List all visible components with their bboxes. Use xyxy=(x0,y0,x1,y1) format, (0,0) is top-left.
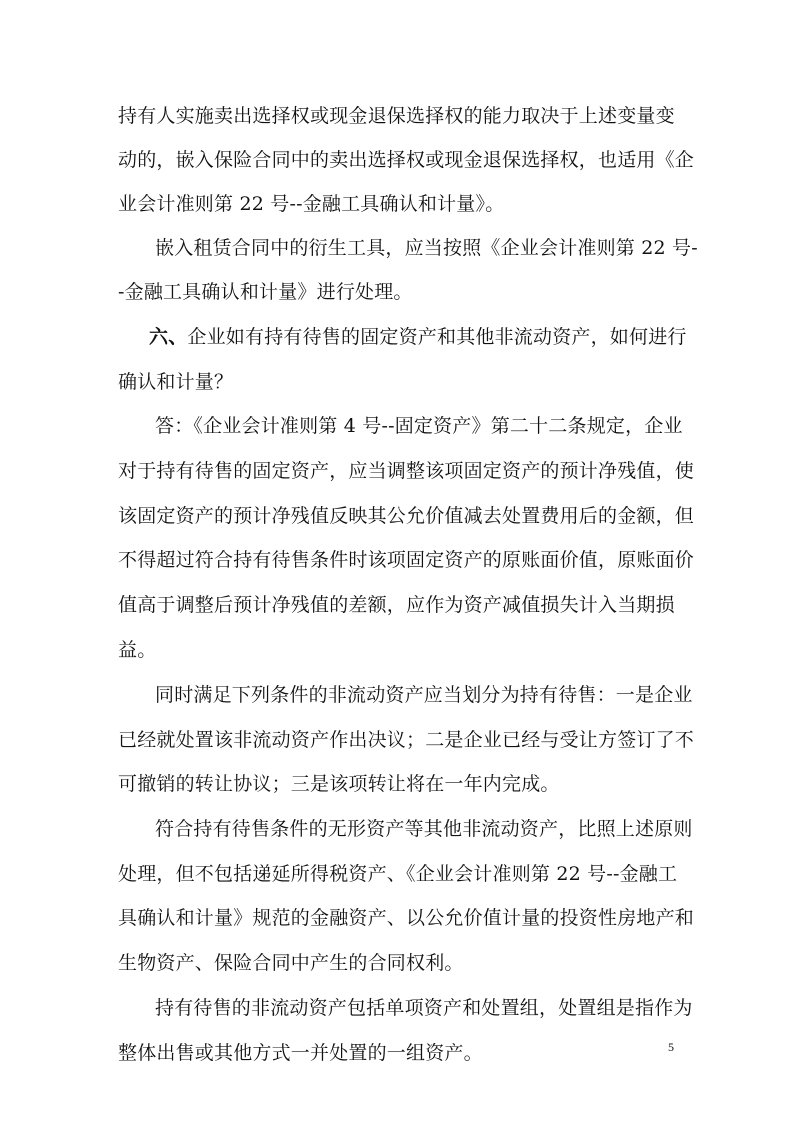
paragraph-line: 答：《企业会计准则第 4 号--固定资产》第二十二条规定，企业 xyxy=(155,415,683,437)
paragraph-line: 动的，嵌入保险合同中的卖出选择权或现金退保选择权，也适用《企 xyxy=(118,149,695,171)
paragraph-line: 对于持有待售的固定资产，应当调整该项固定资产的预计净残值，使 xyxy=(118,460,695,482)
paragraph-line: 益。 xyxy=(118,639,157,661)
paragraph-line: 已经就处置该非流动资产作出决议；二是企业已经与受让方签订了不 xyxy=(118,729,695,751)
paragraph-line: 该固定资产的预计净残值反映其公允价值减去处置费用后的金额，但 xyxy=(118,505,695,527)
paragraph-line: -金融工具确认和计量》进行处理。 xyxy=(118,281,413,303)
paragraph-line: 值高于调整后预计净残值的差额，应作为资产减值损失计入当期损 xyxy=(118,594,675,616)
paragraph-line: 持有待售的非流动资产包括单项资产和处置组，处置组是指作为 xyxy=(155,997,693,1019)
paragraph-line: 具确认和计量》规范的金融资产、以公允价值计量的投资性房地产和 xyxy=(118,907,695,929)
paragraph-line: 不得超过符合持有待售条件时该项固定资产的原账面价值，原账面价 xyxy=(118,549,695,571)
paragraph-line: 业会计准则第 22 号--金融工具确认和计量》。 xyxy=(118,193,505,215)
section-heading xyxy=(149,325,687,349)
section-number: 六、 xyxy=(149,326,188,348)
paragraph-line: 符合持有待售条件的无形资产等其他非流动资产，比照上述原则 xyxy=(155,818,693,840)
section-heading-text: 企业如有持有待售的固定资产和其他非流动资产，如何进行 xyxy=(187,326,687,348)
page-number: 5 xyxy=(668,1040,674,1054)
paragraph-line: 整体出售或其他方式一并处置的一组资产。 xyxy=(118,1042,483,1064)
paragraph-line: 确认和计量？ xyxy=(118,371,234,393)
paragraph-line: 同时满足下列条件的非流动资产应当划分为持有待售：一是企业 xyxy=(155,684,693,706)
paragraph-line: 可撤销的转让协议；三是该项转让将在一年内完成。 xyxy=(118,773,560,795)
paragraph-line: 嵌入租赁合同中的衍生工具，应当按照《企业会计准则第 22 号- xyxy=(155,237,698,259)
paragraph-line: 持有人实施卖出选择权或现金退保选择权的能力取决于上述变量变 xyxy=(118,105,675,127)
paragraph-line: 处理，但不包括递延所得税资产、《企业会计准则第 22 号--金融工 xyxy=(118,863,678,885)
paragraph-line: 生物资产、保险合同中产生的合同权利。 xyxy=(118,952,464,974)
